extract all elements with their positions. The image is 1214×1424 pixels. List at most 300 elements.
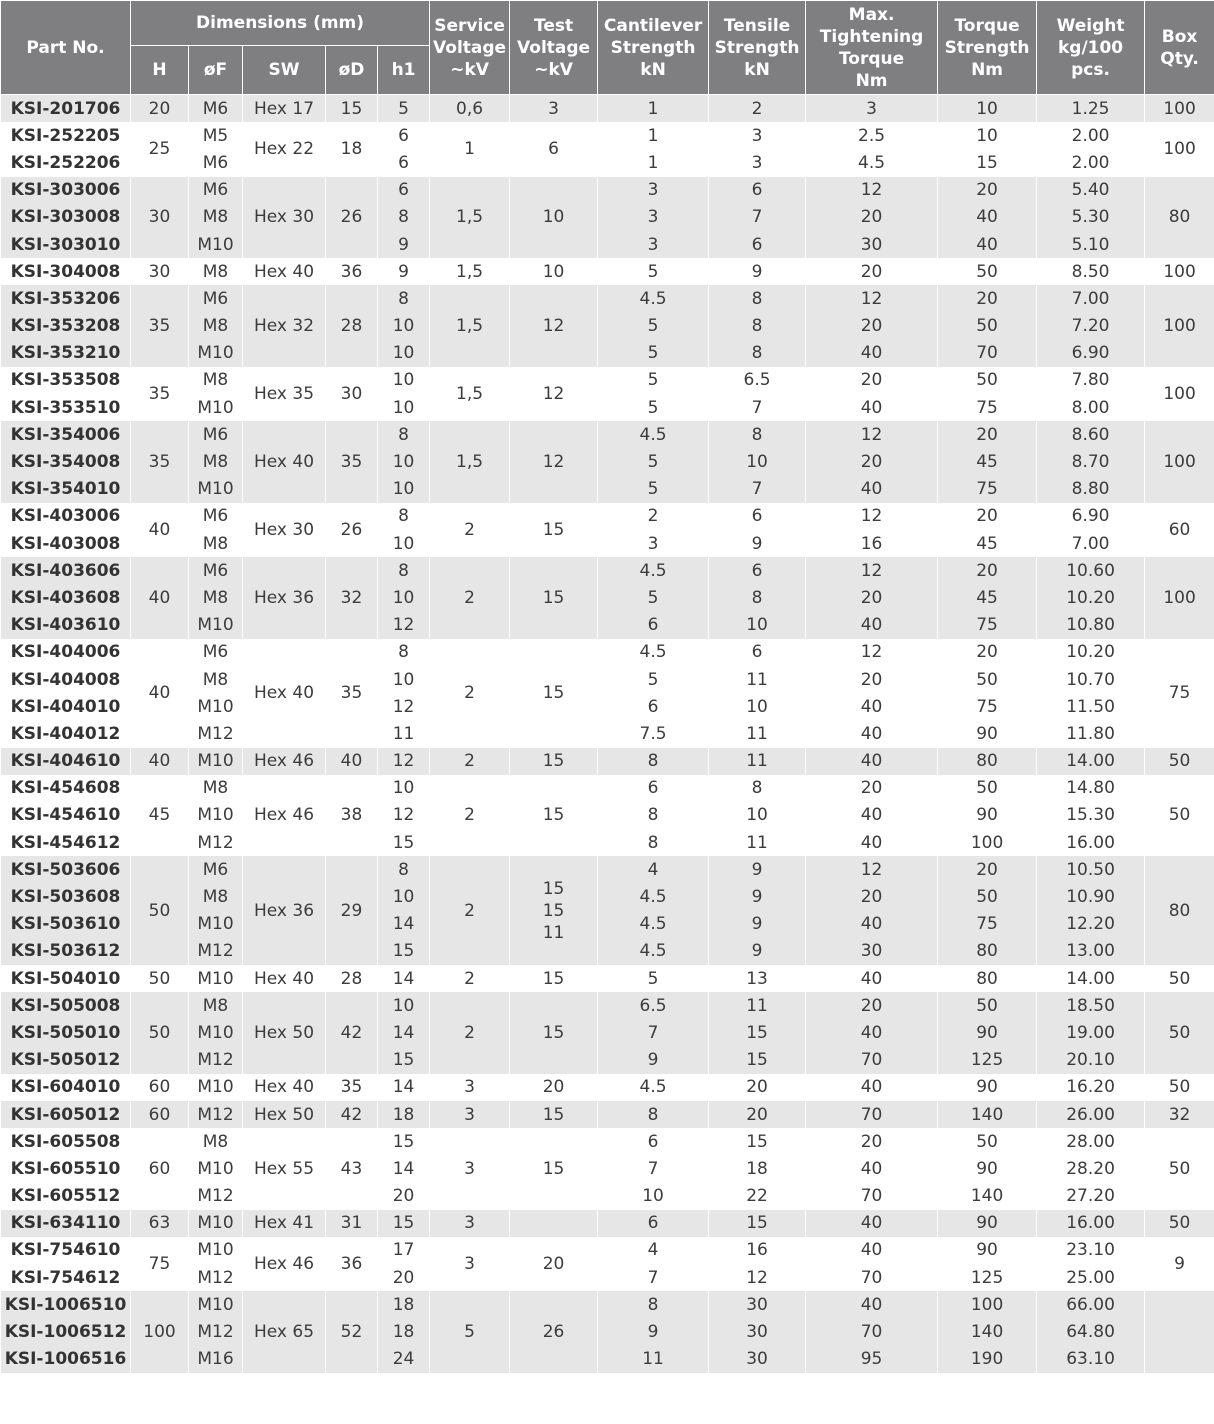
weight-cell: 7.00 (1037, 530, 1145, 557)
max-torque-cell: 40 (806, 748, 938, 775)
torque-strength-cell: 75 (938, 394, 1037, 421)
max-torque-cell: 20 (806, 1128, 938, 1155)
box-qty-cell: 75 (1145, 639, 1214, 748)
table-row (1, 367, 1214, 394)
test-voltage-cell: 15 15 11 (510, 856, 598, 965)
max-torque-cell: 40 (806, 1019, 938, 1046)
box-qty-cell: 50 (1145, 965, 1214, 992)
torque-strength-cell: 45 (938, 448, 1037, 475)
h1-cell: 8 (378, 856, 430, 883)
thread-cell: M10 (189, 911, 243, 938)
h1-cell: 12 (378, 693, 430, 720)
cantilever-strength-cell: 5 (598, 476, 709, 503)
weight-cell: 10.50 (1037, 856, 1145, 883)
max-torque-cell: 20 (806, 584, 938, 611)
h1-cell: 10 (378, 367, 430, 394)
tensile-strength-cell: 15 (709, 1128, 806, 1155)
box-qty-cell: 80 (1145, 177, 1214, 259)
part-number-cell: KSI-252205 (1, 122, 131, 149)
cantilever-strength-cell: 5 (598, 258, 709, 285)
torque-strength-cell: 45 (938, 584, 1037, 611)
hex-size-cell: Hex 35 (243, 367, 326, 421)
height-cell: 20 (131, 95, 189, 123)
outer-diameter-cell: 43 (326, 1128, 378, 1210)
weight-cell: 20.10 (1037, 1047, 1145, 1074)
h1-cell: 12 (378, 612, 430, 639)
tensile-strength-cell: 9 (709, 938, 806, 965)
service-voltage-cell: 2 (430, 639, 510, 748)
outer-diameter-cell: 35 (326, 639, 378, 748)
part-number-cell: KSI-454608 (1, 775, 131, 802)
cantilever-strength-cell: 4.5 (598, 938, 709, 965)
part-number-cell: KSI-505012 (1, 1047, 131, 1074)
thread-cell: M6 (189, 557, 243, 584)
max-torque-cell: 40 (806, 1074, 938, 1101)
max-torque-cell: 12 (806, 856, 938, 883)
test-voltage-cell: 12 (510, 367, 598, 421)
weight-cell: 5.40 (1037, 177, 1145, 204)
max-torque-cell: 4.5 (806, 149, 938, 176)
tensile-strength-cell: 9 (709, 883, 806, 910)
h1-cell: 10 (378, 340, 430, 367)
weight-cell: 19.00 (1037, 1019, 1145, 1046)
part-number-cell: KSI-303010 (1, 231, 131, 258)
cantilever-strength-cell: 6 (598, 693, 709, 720)
h1-cell: 10 (378, 992, 430, 1019)
header-thread-diameter: øF (189, 46, 243, 95)
part-number-cell: KSI-404008 (1, 666, 131, 693)
thread-cell: M10 (189, 1237, 243, 1264)
service-voltage-cell: 1 (430, 122, 510, 176)
h1-cell: 9 (378, 258, 430, 285)
cantilever-strength-cell: 8 (598, 802, 709, 829)
weight-cell: 27.20 (1037, 1183, 1145, 1210)
test-voltage-cell: 26 (510, 1291, 598, 1373)
cantilever-strength-cell: 5 (598, 584, 709, 611)
service-voltage-cell: 2 (430, 965, 510, 992)
weight-cell: 13.00 (1037, 938, 1145, 965)
hex-size-cell: Hex 65 (243, 1291, 326, 1373)
product-group (1, 992, 1214, 1074)
h1-cell: 5 (378, 95, 430, 123)
cantilever-strength-cell: 2 (598, 503, 709, 530)
torque-strength-cell: 80 (938, 748, 1037, 775)
service-voltage-cell: 2 (430, 557, 510, 639)
torque-strength-cell: 20 (938, 639, 1037, 666)
torque-strength-cell: 75 (938, 911, 1037, 938)
max-torque-cell: 40 (806, 911, 938, 938)
height-cell: 60 (131, 1128, 189, 1210)
weight-cell: 16.20 (1037, 1074, 1145, 1101)
thread-cell: M10 (189, 1155, 243, 1182)
max-torque-cell: 40 (806, 965, 938, 992)
h1-cell: 10 (378, 394, 430, 421)
thread-cell: M8 (189, 883, 243, 910)
part-number-cell: KSI-404006 (1, 639, 131, 666)
weight-cell: 14.00 (1037, 748, 1145, 775)
table-row (1, 1210, 1214, 1237)
height-cell: 40 (131, 557, 189, 639)
max-torque-cell: 40 (806, 720, 938, 747)
thread-cell: M8 (189, 530, 243, 557)
part-number-cell: KSI-505008 (1, 992, 131, 1019)
thread-cell: M6 (189, 149, 243, 176)
hex-size-cell: Hex 36 (243, 856, 326, 965)
max-torque-cell: 70 (806, 1264, 938, 1291)
cantilever-strength-cell: 7 (598, 1264, 709, 1291)
service-voltage-cell: 3 (430, 1210, 510, 1237)
service-voltage-cell: 1,5 (430, 285, 510, 367)
weight-cell: 14.00 (1037, 965, 1145, 992)
hex-size-cell: Hex 40 (243, 258, 326, 285)
height-cell: 100 (131, 1291, 189, 1373)
h1-cell: 18 (378, 1101, 430, 1128)
part-number-cell: KSI-353210 (1, 340, 131, 367)
torque-strength-cell: 140 (938, 1183, 1037, 1210)
test-voltage-cell (510, 1210, 598, 1237)
h1-cell: 10 (378, 775, 430, 802)
part-number-cell: KSI-353206 (1, 285, 131, 312)
test-voltage-cell: 20 (510, 1237, 598, 1291)
thread-cell: M12 (189, 938, 243, 965)
outer-diameter-cell: 42 (326, 1101, 378, 1128)
tensile-strength-cell: 8 (709, 340, 806, 367)
max-torque-cell: 40 (806, 1237, 938, 1264)
thread-cell: M8 (189, 313, 243, 340)
max-torque-cell: 40 (806, 476, 938, 503)
part-number-cell: KSI-634110 (1, 1210, 131, 1237)
thread-cell: M6 (189, 285, 243, 312)
torque-strength-cell: 20 (938, 177, 1037, 204)
h1-cell: 15 (378, 1210, 430, 1237)
header-box-qty: Box Qty. (1145, 1, 1214, 95)
torque-strength-cell: 90 (938, 1237, 1037, 1264)
height-cell: 50 (131, 965, 189, 992)
service-voltage-cell: 3 (430, 1074, 510, 1101)
service-voltage-cell: 1,5 (430, 258, 510, 285)
max-torque-cell: 12 (806, 639, 938, 666)
max-torque-cell: 16 (806, 530, 938, 557)
torque-strength-cell: 90 (938, 1155, 1037, 1182)
part-number-cell: KSI-404012 (1, 720, 131, 747)
cantilever-strength-cell: 5 (598, 965, 709, 992)
test-voltage-cell: 6 (510, 122, 598, 176)
torque-strength-cell: 75 (938, 693, 1037, 720)
max-torque-cell: 30 (806, 231, 938, 258)
torque-strength-cell: 20 (938, 285, 1037, 312)
cantilever-strength-cell: 9 (598, 1047, 709, 1074)
max-torque-cell: 12 (806, 557, 938, 584)
tensile-strength-cell: 20 (709, 1101, 806, 1128)
h1-cell: 10 (378, 883, 430, 910)
table-row (1, 639, 1214, 666)
hex-size-cell: Hex 22 (243, 122, 326, 176)
torque-strength-cell: 40 (938, 204, 1037, 231)
thread-cell: M8 (189, 666, 243, 693)
h1-cell: 14 (378, 1155, 430, 1182)
outer-diameter-cell: 26 (326, 503, 378, 557)
cantilever-strength-cell: 3 (598, 204, 709, 231)
product-group (1, 367, 1214, 421)
product-group (1, 95, 1214, 123)
max-torque-cell: 70 (806, 1047, 938, 1074)
hex-size-cell: Hex 40 (243, 639, 326, 748)
max-torque-cell: 3 (806, 95, 938, 123)
h1-cell: 6 (378, 122, 430, 149)
table-row (1, 748, 1214, 775)
tensile-strength-cell: 8 (709, 584, 806, 611)
cantilever-strength-cell: 4.5 (598, 285, 709, 312)
outer-diameter-cell: 35 (326, 421, 378, 503)
weight-cell: 7.20 (1037, 313, 1145, 340)
header-outer-diameter: øD (326, 46, 378, 95)
table-row (1, 1237, 1214, 1264)
outer-diameter-cell: 42 (326, 992, 378, 1074)
header-service-voltage: Service Voltage ~kV (430, 1, 510, 95)
height-cell: 75 (131, 1237, 189, 1291)
h1-cell: 8 (378, 503, 430, 530)
thread-cell: M6 (189, 177, 243, 204)
test-voltage-cell: 15 (510, 1101, 598, 1128)
outer-diameter-cell: 32 (326, 557, 378, 639)
weight-cell: 8.60 (1037, 421, 1145, 448)
part-number-cell: KSI-503606 (1, 856, 131, 883)
weight-cell: 10.60 (1037, 557, 1145, 584)
outer-diameter-cell: 31 (326, 1210, 378, 1237)
h1-cell: 12 (378, 802, 430, 829)
weight-cell: 10.70 (1037, 666, 1145, 693)
torque-strength-cell: 80 (938, 938, 1037, 965)
tensile-strength-cell: 15 (709, 1019, 806, 1046)
part-number-cell: KSI-1006512 (1, 1318, 131, 1345)
tensile-strength-cell: 7 (709, 204, 806, 231)
torque-strength-cell: 80 (938, 965, 1037, 992)
cantilever-strength-cell: 4.5 (598, 639, 709, 666)
product-group (1, 1291, 1214, 1373)
table-row (1, 965, 1214, 992)
weight-cell: 6.90 (1037, 503, 1145, 530)
box-qty-cell: 50 (1145, 1210, 1214, 1237)
h1-cell: 6 (378, 177, 430, 204)
thread-cell: M8 (189, 584, 243, 611)
weight-cell: 10.80 (1037, 612, 1145, 639)
part-number-cell: KSI-304008 (1, 258, 131, 285)
outer-diameter-cell: 38 (326, 775, 378, 857)
cantilever-strength-cell: 6 (598, 1128, 709, 1155)
cantilever-strength-cell: 3 (598, 530, 709, 557)
product-group (1, 421, 1214, 503)
weight-cell: 10.20 (1037, 584, 1145, 611)
product-group (1, 503, 1214, 557)
box-qty-cell: 100 (1145, 258, 1214, 285)
tensile-strength-cell: 6 (709, 639, 806, 666)
weight-cell: 10.20 (1037, 639, 1145, 666)
weight-cell: 64.80 (1037, 1318, 1145, 1345)
thread-cell: M8 (189, 775, 243, 802)
torque-strength-cell: 100 (938, 1291, 1037, 1318)
part-number-cell: KSI-503612 (1, 938, 131, 965)
h1-cell: 10 (378, 584, 430, 611)
cantilever-strength-cell: 1 (598, 149, 709, 176)
part-number-cell: KSI-354006 (1, 421, 131, 448)
max-torque-cell: 40 (806, 340, 938, 367)
table-header (1, 1, 1214, 95)
box-qty-cell: 100 (1145, 285, 1214, 367)
product-group (1, 965, 1214, 992)
height-cell: 45 (131, 775, 189, 857)
part-number-cell: KSI-505010 (1, 1019, 131, 1046)
test-voltage-cell: 12 (510, 285, 598, 367)
service-voltage-cell: 5 (430, 1291, 510, 1373)
h1-cell: 18 (378, 1291, 430, 1318)
thread-cell: M8 (189, 1128, 243, 1155)
header-max-tightening-torque: Max. Tightening Torque Nm (806, 1, 938, 95)
service-voltage-cell: 0,6 (430, 95, 510, 123)
product-group (1, 1210, 1214, 1237)
cantilever-strength-cell: 4.5 (598, 883, 709, 910)
max-torque-cell: 20 (806, 992, 938, 1019)
box-qty-cell: 80 (1145, 856, 1214, 965)
torque-strength-cell: 50 (938, 666, 1037, 693)
test-voltage-cell: 15 (510, 965, 598, 992)
tensile-strength-cell: 30 (709, 1291, 806, 1318)
tensile-strength-cell: 8 (709, 775, 806, 802)
torque-strength-cell: 20 (938, 557, 1037, 584)
cantilever-strength-cell: 6 (598, 775, 709, 802)
weight-cell: 10.90 (1037, 883, 1145, 910)
torque-strength-cell: 50 (938, 775, 1037, 802)
table-row (1, 992, 1214, 1019)
part-number-cell: KSI-403610 (1, 612, 131, 639)
tensile-strength-cell: 10 (709, 448, 806, 475)
hex-size-cell: Hex 40 (243, 965, 326, 992)
outer-diameter-cell: 35 (326, 1074, 378, 1101)
weight-cell: 16.00 (1037, 1210, 1145, 1237)
h1-cell: 20 (378, 1264, 430, 1291)
tensile-strength-cell: 12 (709, 1264, 806, 1291)
thread-cell: M12 (189, 1183, 243, 1210)
box-qty-cell: 32 (1145, 1101, 1214, 1128)
thread-cell: M12 (189, 1047, 243, 1074)
weight-cell: 14.80 (1037, 775, 1145, 802)
h1-cell: 8 (378, 421, 430, 448)
hex-size-cell: Hex 30 (243, 503, 326, 557)
tensile-strength-cell: 3 (709, 149, 806, 176)
tensile-strength-cell: 18 (709, 1155, 806, 1182)
part-number-cell: KSI-354010 (1, 476, 131, 503)
product-group (1, 748, 1214, 775)
cantilever-strength-cell: 7.5 (598, 720, 709, 747)
test-voltage-cell: 10 (510, 258, 598, 285)
weight-cell: 11.80 (1037, 720, 1145, 747)
product-group (1, 258, 1214, 285)
weight-cell: 8.70 (1037, 448, 1145, 475)
header-torque-strength: Torque Strength Nm (938, 1, 1037, 95)
weight-cell: 8.50 (1037, 258, 1145, 285)
test-voltage-cell: 15 (510, 775, 598, 857)
thread-cell: M6 (189, 95, 243, 123)
thread-cell: M10 (189, 748, 243, 775)
part-number-cell: KSI-404010 (1, 693, 131, 720)
cantilever-strength-cell: 1 (598, 95, 709, 123)
torque-strength-cell: 40 (938, 231, 1037, 258)
torque-strength-cell: 10 (938, 95, 1037, 123)
thread-cell: M12 (189, 829, 243, 856)
part-number-cell: KSI-303008 (1, 204, 131, 231)
test-voltage-cell: 10 (510, 177, 598, 259)
tensile-strength-cell: 15 (709, 1210, 806, 1237)
header-sw: SW (243, 46, 326, 95)
part-number-cell: KSI-605012 (1, 1101, 131, 1128)
tensile-strength-cell: 6 (709, 503, 806, 530)
tensile-strength-cell: 8 (709, 313, 806, 340)
cantilever-strength-cell: 7 (598, 1019, 709, 1046)
cantilever-strength-cell: 4 (598, 1237, 709, 1264)
box-qty-cell: 50 (1145, 748, 1214, 775)
cantilever-strength-cell: 11 (598, 1346, 709, 1373)
h1-cell: 10 (378, 530, 430, 557)
table-row (1, 856, 1214, 883)
torque-strength-cell: 20 (938, 503, 1037, 530)
cantilever-strength-cell: 4.5 (598, 911, 709, 938)
thread-cell: M10 (189, 340, 243, 367)
tensile-strength-cell: 6 (709, 177, 806, 204)
service-voltage-cell: 1,5 (430, 177, 510, 259)
weight-cell: 63.10 (1037, 1346, 1145, 1373)
cantilever-strength-cell: 4.5 (598, 1074, 709, 1101)
table-row (1, 557, 1214, 584)
tensile-strength-cell: 10 (709, 802, 806, 829)
thread-cell: M10 (189, 231, 243, 258)
hex-size-cell: Hex 30 (243, 177, 326, 259)
table-row (1, 1101, 1214, 1128)
thread-cell: M10 (189, 1074, 243, 1101)
h1-cell: 10 (378, 448, 430, 475)
cantilever-strength-cell: 5 (598, 340, 709, 367)
service-voltage-cell: 3 (430, 1101, 510, 1128)
torque-strength-cell: 90 (938, 802, 1037, 829)
cantilever-strength-cell: 8 (598, 829, 709, 856)
max-torque-cell: 40 (806, 1210, 938, 1237)
max-torque-cell: 40 (806, 802, 938, 829)
box-qty-cell: 100 (1145, 122, 1214, 176)
thread-cell: M10 (189, 476, 243, 503)
max-torque-cell: 20 (806, 204, 938, 231)
thread-cell: M10 (189, 1210, 243, 1237)
product-group (1, 639, 1214, 748)
thread-cell: M6 (189, 856, 243, 883)
cantilever-strength-cell: 1 (598, 122, 709, 149)
thread-cell: M12 (189, 1264, 243, 1291)
tensile-strength-cell: 11 (709, 992, 806, 1019)
test-voltage-cell: 15 (510, 503, 598, 557)
h1-cell: 12 (378, 748, 430, 775)
part-number-cell: KSI-605508 (1, 1128, 131, 1155)
thread-cell: M8 (189, 992, 243, 1019)
thread-cell: M8 (189, 367, 243, 394)
test-voltage-cell: 3 (510, 95, 598, 123)
cantilever-strength-cell: 6 (598, 1210, 709, 1237)
thread-cell: M8 (189, 258, 243, 285)
h1-cell: 8 (378, 204, 430, 231)
tensile-strength-cell: 16 (709, 1237, 806, 1264)
max-torque-cell: 40 (806, 829, 938, 856)
thread-cell: M6 (189, 503, 243, 530)
test-voltage-cell: 15 (510, 748, 598, 775)
cantilever-strength-cell: 8 (598, 1291, 709, 1318)
tensile-strength-cell: 13 (709, 965, 806, 992)
box-qty-cell: 50 (1145, 775, 1214, 857)
